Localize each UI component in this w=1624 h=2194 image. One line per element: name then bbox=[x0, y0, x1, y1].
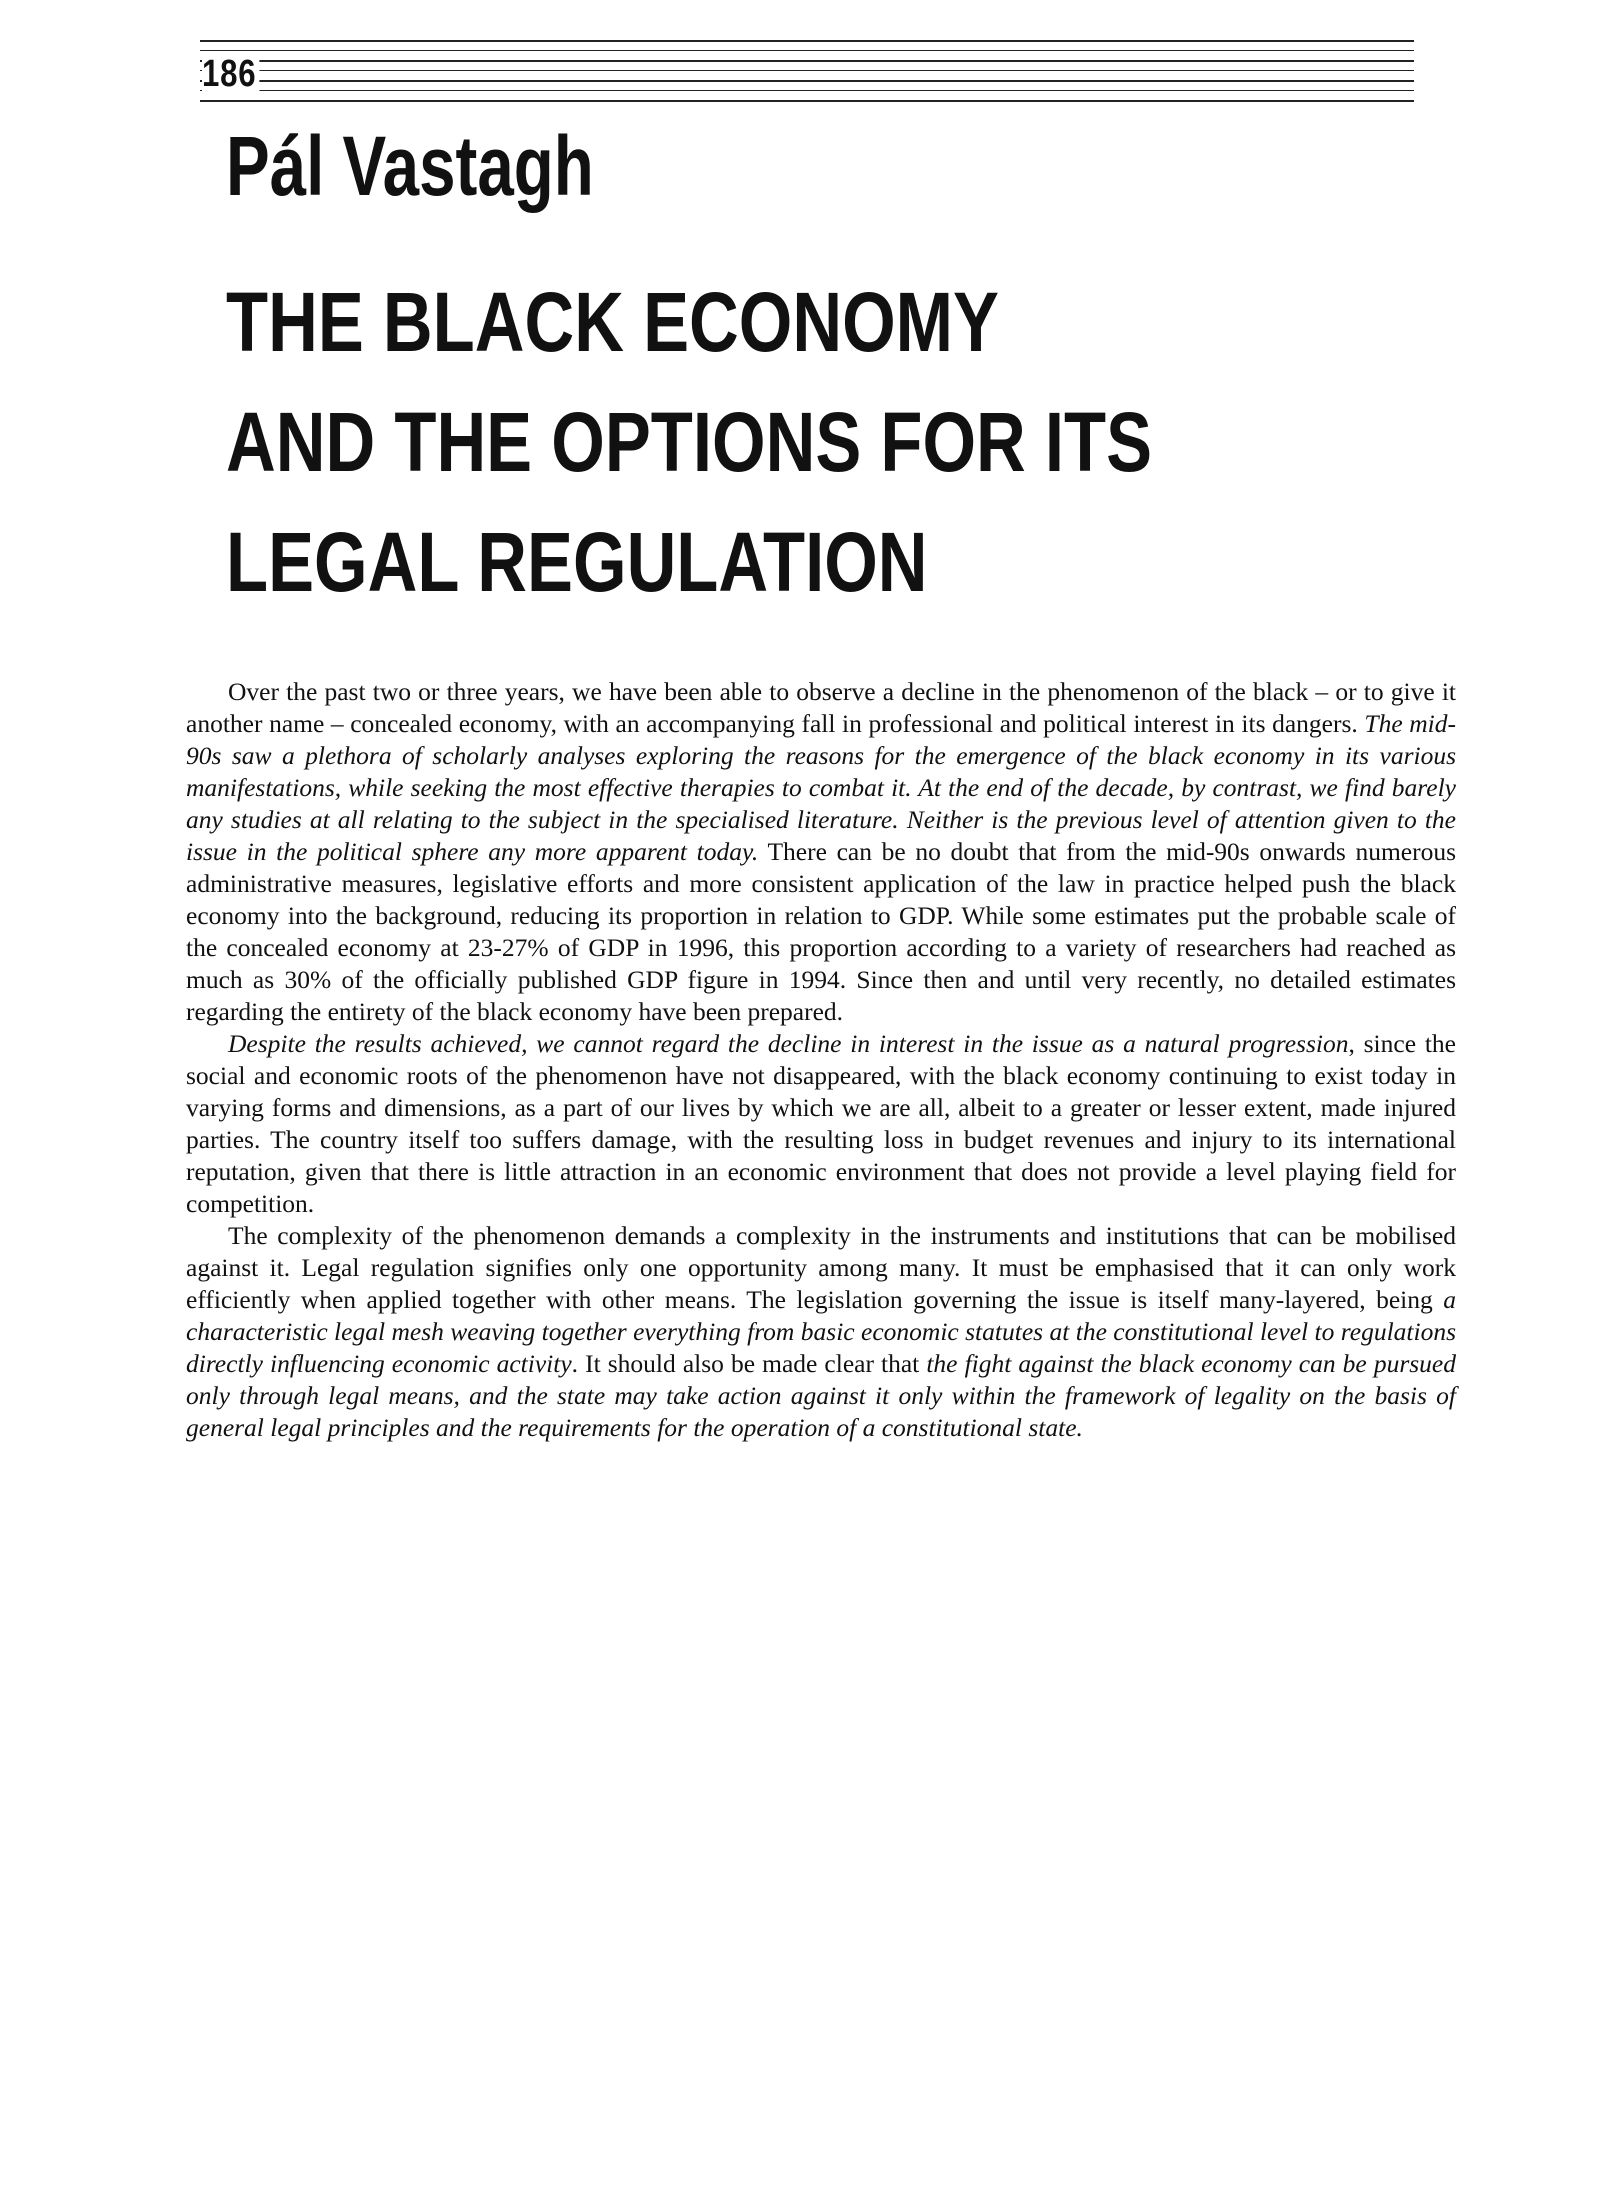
title-line: LEGAL REGULATION bbox=[226, 515, 928, 609]
paragraph bbox=[186, 1028, 1456, 1220]
text-segment: There can be no doubt that from the mid-90s onwards numerous administrative measures, legislative efforts and more consistent application of the law in practice helped push the black economy into the background, reducing its proportion in relation to GDP. While some estimates put the probable scale of the concealed economy at 23-27% of GDP in 1996, this proportion according to a variety of researchers had reached as much as 30% of the officially published GDP figure in 1994. Since then and until very recently, no detailed estimates regarding the entirety of the black economy have been prepared. bbox=[186, 837, 1457, 1026]
text-segment: The complexity of the phenomenon demands a complexity in the instruments and institutions that can be mobilised against it. Legal regulation signifies only one opportunity among many. It must be emphasised that it can only work efficiently when applied together with other means. The legislation governing the issue is itself many-layered, being bbox=[186, 1221, 1456, 1314]
text-segment: Over the past two or three years, we have been able to observe a decline in the phenomenon of the black – or to give it another name – concealed economy, with an accompanying fall in professional and political interest in its dangers. bbox=[186, 677, 1456, 738]
italic-segment: The mid-90s saw a plethora of scholarly analyses exploring the reasons for the emergence of the black economy in its various manifestations, while seeking the most effective therapies to combat it. At the end of the decade, by contrast, we find barely any studies at all relating to the subject in the specialised literature. Neither is the previous level of attention given to the issue in the political sphere any more apparent today. bbox=[186, 709, 1456, 866]
article-title bbox=[226, 262, 1152, 622]
paragraph bbox=[186, 1220, 1456, 1444]
italic-segment: the fight against the black economy can be pursued only through legal means, and the state may take action against it only within the framework of legality on the basis of general legal principles and the requirements for the operation of a constitutional state. bbox=[186, 1349, 1456, 1442]
header-rule bbox=[200, 100, 1414, 102]
header-rule bbox=[200, 90, 1414, 91]
title-line: AND THE OPTIONS FOR ITS bbox=[226, 395, 1153, 489]
author-name: Pál Vastagh bbox=[226, 119, 594, 213]
text-segment: . It should also be made clear that bbox=[571, 1349, 927, 1378]
header-rule bbox=[200, 60, 1414, 62]
title-line: THE BLACK ECONOMY bbox=[226, 275, 999, 369]
article-body bbox=[186, 676, 1456, 1444]
header-rule bbox=[200, 70, 1414, 71]
text-segment: , since the social and economic roots of the phenomenon have not disappeared, with the black economy continuing to exist today in varying forms and dimensions, as a part of our lives by which we are all, albeit to a greater or lesser extent, made injured parties. The country itself too suffers damage, with the resulting loss in budget revenues and injury to its international reputation, given that there is little attraction in an economic environment that does not provide a level playing field for competition. bbox=[186, 1029, 1456, 1218]
italic-segment: a characteristic legal mesh weaving together everything from basic economic statutes at the constitutional level to regulations directly influencing economic activity bbox=[186, 1285, 1456, 1378]
paragraph bbox=[186, 676, 1456, 1028]
page-number: 186 bbox=[202, 54, 260, 94]
header-rule bbox=[200, 80, 1414, 82]
header-rule bbox=[200, 40, 1414, 42]
italic-segment: Despite the results achieved, we cannot regard the decline in interest in the issue as a natural progression bbox=[228, 1029, 1349, 1058]
header-rules bbox=[200, 38, 1414, 110]
header-rule bbox=[200, 50, 1414, 51]
